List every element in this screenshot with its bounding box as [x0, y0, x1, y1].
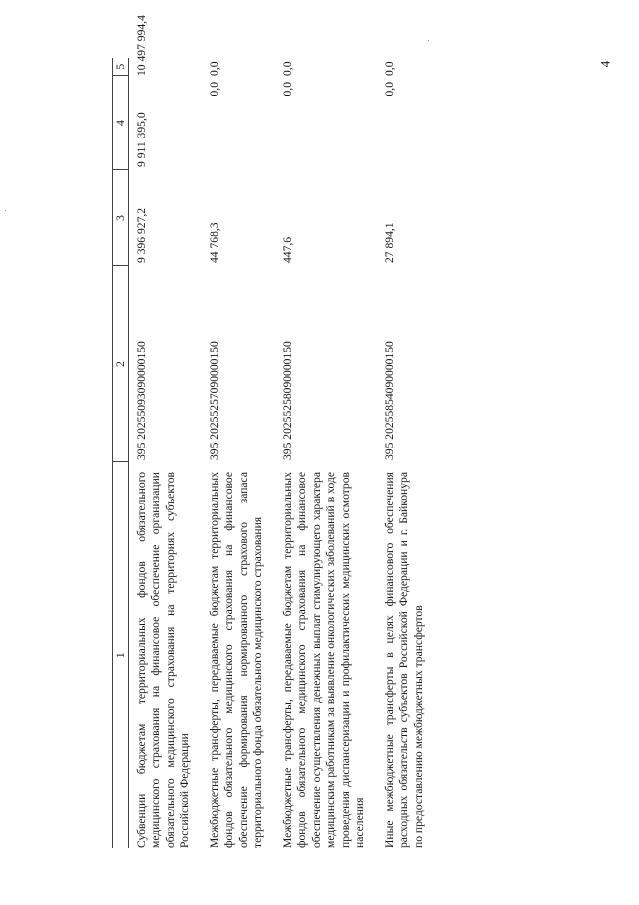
header-col-5: 5: [113, 58, 129, 76]
row-value-col5: 0,0: [280, 61, 294, 76]
table-header-row: [113, 58, 129, 848]
scan-speck: [5, 210, 6, 211]
scan-speck: [428, 40, 429, 41]
table-row: [380, 58, 426, 848]
header-col-4: 4: [113, 76, 129, 170]
header-col-2: 2: [113, 266, 129, 462]
header-col-1: 1: [113, 462, 129, 848]
row-value-col5: 10 497 994,4: [135, 15, 148, 76]
row-description: Иные межбюджетные трансферты в целях финансового обеспечения расходных обязательств субъектов Российской Федерации и г. Байконура по предоставлению межбюджетных трансфертов: [382, 472, 425, 848]
row-spacer: [266, 58, 278, 848]
row-code: 395 20255258090000150: [280, 341, 294, 460]
header-col-3: 3: [113, 170, 129, 266]
row-code: 395 20255854090000150: [382, 341, 396, 460]
row-value-col4: 0,0: [207, 82, 221, 97]
row-spacer: [193, 58, 205, 848]
row-value-col3: 447,6: [280, 236, 294, 263]
budget-table: [112, 15, 426, 848]
row-value-col4: 0,0: [382, 82, 396, 97]
row-description: Межбюджетные трансферты, передаваемые бюджетам территориальных фондов обязательного медицинского страхования на финансовое обеспечение осуществления денежных выплат стимулирующего характера медицинским работникам за выявление онкологических заболеваний в ходе проведения диспансеризации и профилактических медицинских осмотров населения: [280, 472, 367, 848]
page-number: 4: [597, 60, 613, 68]
row-code: 395 20255093090000150: [135, 341, 148, 460]
table-row: [278, 58, 368, 848]
row-spacer: [368, 58, 380, 848]
row-value-col5: 0,0: [207, 61, 221, 76]
row-value-col5: 0,0: [382, 61, 396, 76]
row-value-col3: 44 768,3: [207, 222, 221, 263]
row-description: Межбюджетные трансферты, передаваемые бюджетам территориальных фондов обязательного медицинского страхования на финансовое обеспечение формирования нормированного страхового запаса территориального фонда обязательного медицинского страхования: [207, 472, 265, 848]
row-description: Субвенции бюджетам территориальных фондов обязательного медицинского страхования на финансовое обеспечение организации обязательного медицинского страхования на территориях субъектов Российской Федерации: [135, 472, 192, 848]
rotated-table-page: [112, 15, 574, 848]
row-value-col3: 9 396 927,2: [135, 207, 148, 263]
row-value-col4: 0,0: [280, 82, 294, 97]
table-row: [129, 58, 193, 848]
row-value-col3: 27 894,1: [382, 222, 396, 263]
table-row: [205, 58, 266, 848]
row-value-col4: 9 911 395,0: [135, 112, 148, 167]
row-code: 395 20255257090000150: [207, 341, 221, 460]
